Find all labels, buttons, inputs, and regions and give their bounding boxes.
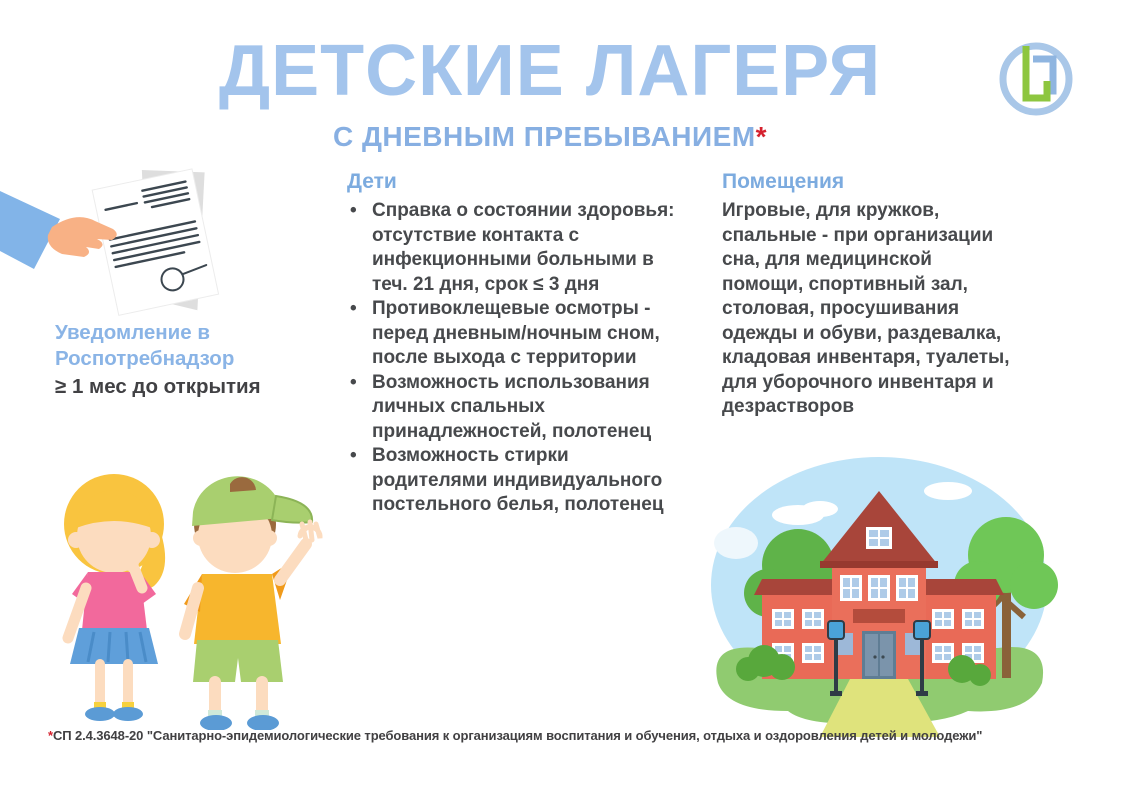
footnote-text: СП 2.4.3648-20 "Санитарно-эпидемиологические требования к организациям воспитания и обучения, отдыха и оздоровления детей и молодежи"	[52, 728, 983, 743]
footnote	[48, 728, 1088, 743]
hand-document-icon	[0, 155, 250, 320]
list-item: • Справка о состоянии здоровья: отсутствие контакта с инфекционными больными в теч. 21 дня, срок ≤ 3 дня	[347, 199, 677, 297]
brand-logo	[995, 38, 1077, 120]
notification-deadline: ≥ 1 мес до открытия	[55, 375, 261, 398]
camp-building-icon	[698, 443, 1060, 739]
children-illustration	[22, 432, 334, 730]
footnote-asterisk: *	[48, 728, 53, 743]
two-children-icon	[22, 432, 334, 730]
subtitle-asterisk: *	[755, 121, 768, 152]
subtitle-text: С ДНЕВНЫМ ПРЕБЫВАНИЕМ	[332, 121, 756, 152]
children-section	[347, 170, 677, 518]
list-item: • Возможность стирки родителями индивидуального постельного белья, полотенец	[347, 444, 677, 518]
page-subtitle	[0, 121, 1100, 153]
rooms-section	[722, 170, 1017, 420]
notification-title: Уведомление в Роспотребнадзор	[55, 321, 235, 370]
cg-monogram-icon	[995, 38, 1077, 120]
list-item: • Возможность использования личных спальных принадлежностей, полотенец	[347, 371, 677, 445]
notification-block	[55, 320, 285, 400]
hand-document-illustration	[0, 155, 250, 320]
rooms-text: Игровые, для кружков, спальные - при организации сна, для медицинской помощи, спортивный зал, столовая, просушивания одежды и обуви, раздевалка, кладовая инвентаря, туалеты, для уборочного инвентаря и дезрастворов	[722, 200, 1010, 417]
list-item: • Противоклещевые осмотры - перед дневным/ночным сном, после выхода с территории	[347, 297, 677, 371]
rooms-heading: Помещения	[722, 170, 845, 193]
children-heading: Дети	[347, 170, 397, 193]
children-list	[347, 199, 677, 518]
page-title: ДЕТСКИЕ ЛАГЕРЯ	[218, 31, 882, 111]
camp-building-illustration	[698, 443, 1060, 739]
